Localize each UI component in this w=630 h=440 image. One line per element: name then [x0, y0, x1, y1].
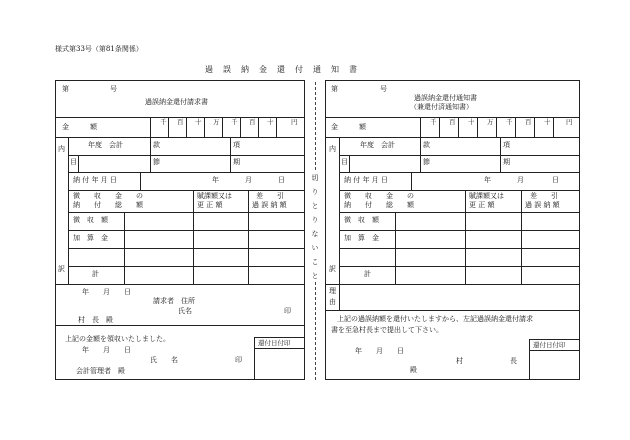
left-shimei: 氏名 [178, 307, 192, 315]
left-chousyu-line1: 徴 収 金 の [73, 192, 143, 200]
left-fuka-line2: 更 正 額 [197, 201, 223, 209]
right-riyu-2: 由 [329, 298, 336, 306]
left-chousyu-line2: 納 付 総 額 [73, 201, 143, 209]
right-wake: 訳 [329, 265, 336, 273]
left-digit-man: 万 [213, 118, 220, 126]
left-moku: 目 [70, 158, 77, 166]
left-in: 印 [284, 307, 291, 315]
left-digit-sen2: 千 [231, 118, 238, 126]
left-kei: 計 [92, 270, 99, 278]
left-digit-en: 円 [291, 118, 298, 126]
form-number: 様式第33号（第81条関係） [55, 45, 143, 53]
right-chousyukin: 徴 収 額 [344, 216, 379, 224]
left-stamp-label: 還付日付印 [258, 339, 291, 347]
right-moku: 目 [341, 158, 348, 166]
cut-line-label: 切 り と り な い こ と [311, 174, 319, 279]
right-fuka-line1: 賦課額又は [469, 192, 504, 200]
right-mura: 村 [456, 357, 463, 365]
left-fuka-line1: 賦課額又は [197, 192, 232, 200]
right-setsu: 節 [423, 158, 430, 166]
left-kasankin: 加 算 金 [73, 234, 108, 242]
left-number-go: 号 [110, 85, 117, 93]
right-kan: 款 [423, 141, 430, 149]
right-nofu-date-label: 納 付 年 月 日 [344, 176, 388, 184]
left-sa-line1: 差 引 [256, 192, 284, 200]
left-digit-hyaku2: 百 [249, 118, 256, 126]
left-ki: 期 [233, 158, 240, 166]
left-nendo-kaikei: 年度 会計 [88, 141, 123, 149]
right-notice-date: 年 月 日 [355, 347, 404, 355]
right-digit-hyaku: 百 [449, 118, 456, 126]
right-sa-line2: 過 誤 納 額 [525, 201, 560, 209]
left-receipt-date: 年 月 日 [82, 346, 131, 354]
left-addressee: 村 長 殿 [78, 316, 113, 324]
left-amount-label: 金 額 [62, 123, 97, 131]
right-nichi: 日 [552, 176, 559, 184]
left-setsu: 節 [153, 158, 160, 166]
left-number-dai: 第 [62, 85, 69, 93]
right-sa-line1: 差 引 [530, 192, 558, 200]
right-fuka-line2: 更 正 額 [469, 201, 495, 209]
left-accountant: 会計管理者 殿 [76, 367, 125, 375]
right-chousyu-line2: 納 付 総 額 [344, 201, 414, 209]
right-kei: 計 [364, 270, 371, 278]
right-digit-juu: 十 [468, 118, 475, 126]
right-doc-subtitle: （兼還付済通知書） [410, 103, 473, 111]
left-seikyusha: 請求者 住所 [153, 297, 195, 305]
right-ki: 期 [503, 158, 510, 166]
right-cho: 長 [510, 357, 517, 365]
right-number-go: 号 [380, 85, 387, 93]
right-uchi: 内 [329, 145, 336, 153]
left-date-line: 年 月 日 [82, 288, 131, 296]
left-chousyukin: 徴 収 額 [73, 216, 108, 224]
left-gatsu: 月 [245, 176, 252, 184]
right-digit-en: 円 [566, 118, 573, 126]
right-amount-label: 金 額 [331, 123, 366, 131]
left-wake: 訳 [58, 265, 65, 273]
left-nichi: 日 [278, 176, 285, 184]
right-kou: 項 [503, 141, 510, 149]
right-nendo-kaikei: 年度 会計 [360, 141, 395, 149]
right-riyu-1: 理 [329, 287, 336, 295]
left-receipt-in: 印 [235, 356, 242, 364]
right-notice-line1: 上記の過誤納額を還付いたしますから、左記過誤納金還付請求 [337, 315, 533, 323]
left-doc-title: 過誤納金還付請求書 [145, 98, 208, 106]
right-digit-sen2: 千 [506, 118, 513, 126]
right-nen: 年 [484, 176, 491, 184]
right-number-dai: 第 [331, 85, 338, 93]
left-uchi: 内 [58, 145, 65, 153]
right-gatsu: 月 [517, 176, 524, 184]
left-nofu-date-label: 納 付 年 月 日 [73, 176, 117, 184]
left-nen: 年 [212, 176, 219, 184]
left-kan: 款 [153, 141, 160, 149]
left-sa-line2: 過 誤 納 額 [252, 201, 287, 209]
right-digit-hyaku2: 百 [525, 118, 532, 126]
right-digit-man: 万 [487, 118, 494, 126]
right-kasankin: 加 算 金 [344, 234, 379, 242]
left-receipt-text: 上記の金額を領収いたしました。 [65, 335, 170, 343]
left-digit-juu2: 十 [267, 118, 274, 126]
right-tono: 殿 [410, 366, 417, 374]
right-notice-line2: 書を至急村長まで提出して下さい。 [331, 326, 443, 334]
left-receipt-name: 氏 名 [150, 356, 178, 364]
left-digit-hyaku: 百 [177, 118, 184, 126]
right-chousyu-line1: 徴 収 金 の [344, 192, 414, 200]
page-title: 過 誤 納 金 還 付 通 知 書 [205, 65, 358, 74]
left-digit-juu: 十 [195, 118, 202, 126]
right-stamp-label: 還付日付印 [533, 341, 566, 349]
right-digit-juu2: 十 [544, 118, 551, 126]
right-doc-title: 過誤納金還付通知書 [414, 94, 477, 102]
left-kou: 項 [233, 141, 240, 149]
right-digit-sen: 千 [430, 118, 437, 126]
left-digit-sen: 千 [160, 118, 167, 126]
